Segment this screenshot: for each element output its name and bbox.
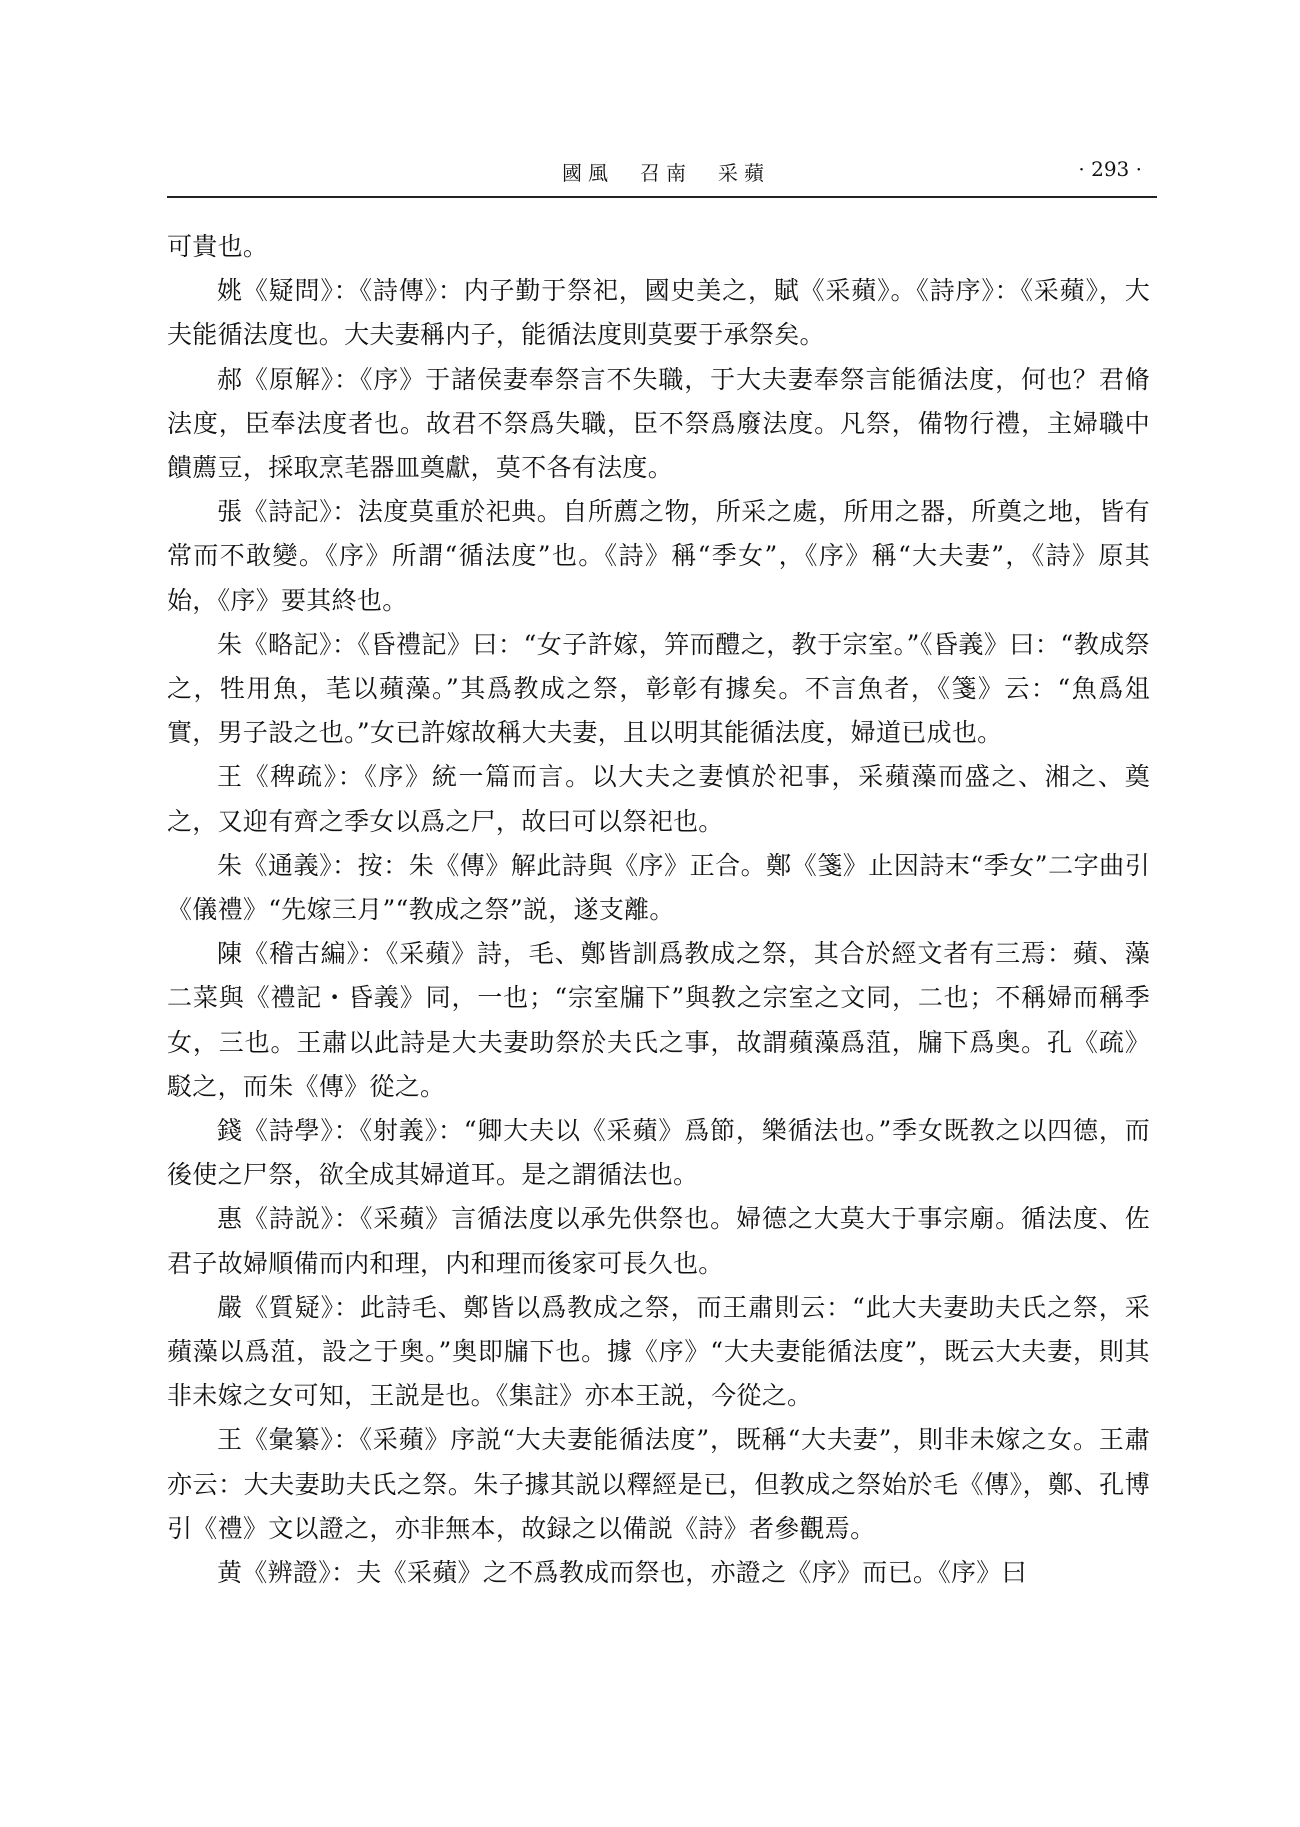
page-number: · 293 · [1078,157,1142,181]
paragraph-hao-yuanjie: 郝《原解》：《序》于諸侯妻奉祭言不失職，于大夫妻奉祭言能循法度，何也？君脩法度，臣奉法度者也。故君不祭爲失職，臣不祭爲廢法度。凡祭，備物行禮，主婦職中饋薦豆，採取烹芼器皿奠獻，莫不各有法度。 [167,364,1150,483]
header-rule [167,196,1157,198]
paragraph-zhu-lueji: 朱《略記》：《昏禮記》曰：“女子許嫁，笄而醴之，教于宗室。”《昏義》曰：“教成祭之，牲用魚，芼以蘋藻。”其爲教成之祭，彰彰有據矣。不言魚者，《箋》云：“魚爲俎實，男子設之也。”女已許嫁故稱大夫妻，且以明其能循法度，婦道已成也。 [167,629,1150,748]
paragraph-yan-zhiyi: 嚴《質疑》：此詩毛、鄭皆以爲教成之祭，而王肅則云：“此大夫妻助夫氏之祭，采蘋藻以爲菹，設之于奥。”奥即牖下也。據《序》“大夫妻能循法度”，既云大夫妻，則其非未嫁之女可知，王説是也。《集註》亦本王説，今從之。 [167,1292,1150,1411]
paragraph-wang-baishu: 王《稗疏》：《序》統一篇而言。以大夫之妻慎於祀事，采蘋藻而盛之、湘之、奠之，又迎有齊之季女以爲之尸，故曰可以祭祀也。 [167,762,1150,836]
paragraph-chen-jigubian: 陳《稽古編》：《采蘋》詩，毛、鄭皆訓爲教成之祭，其合於經文者有三焉：蘋、藻二菜與《禮記・昏義》同，一也；“宗室牖下”與教之宗室之文同，二也；不稱婦而稱季女，三也。王肅以此詩是大夫妻助祭於夫氏之事，故謂蘋藻爲菹，牖下爲奥。孔《疏》駁之，而朱《傳》從之。 [167,939,1150,1101]
running-header [167,155,1150,187]
paragraph-huang-bianzheng: 黄《辨證》：夫《采蘋》之不爲教成而祭也，亦證之《序》而已。《序》曰 [217,1558,1027,1588]
paragraph-hui-shishuo: 惠《詩説》：《采蘋》言循法度以承先供祭也。婦德之大莫大于事宗廟。循法度、佐君子故婦順備而内和理，内和理而後家可長久也。 [167,1204,1150,1278]
body-text [167,225,1150,1595]
paragraph-zhu-tongyi: 朱《通義》：按：朱《傳》解此詩與《序》正合。鄭《箋》止因詩末“季女”二字曲引《儀禮》“先嫁三月”“教成之祭”説，遂支離。 [167,850,1150,925]
running-title: 國風 召南 采蘋 [562,161,770,185]
paragraph-continuation: 可貴也。 [167,232,269,261]
paragraph-wang-huizuan: 王《彙纂》：《采蘋》序説“大夫妻能循法度”，既稱“大夫妻”，則非未嫁之女。王肅亦云：大夫妻助夫氏之祭。朱子據其説以釋經是已，但教成之祭始於毛《傳》，鄭、孔博引《禮》文以證之，亦非無本，故録之以備説《詩》者參觀焉。 [167,1425,1150,1543]
paragraph-zhang-shiji: 張《詩記》：法度莫重於祀典。自所薦之物，所采之處，所用之器，所奠之地，皆有常而不敢變。《序》所謂“循法度”也。《詩》稱“季女”，《序》稱“大夫妻”，《詩》原其始，《序》要其終也。 [167,497,1150,615]
paragraph-yao-yiwen: 姚《疑問》：《詩傳》：内子勤于祭祀，國史美之，賦《采蘋》。《詩序》：《采蘋》，大夫能循法度也。大夫妻稱内子，能循法度則莫要于承祭矣。 [167,276,1150,350]
paragraph-qian-shixue: 錢《詩學》：《射義》：“卿大夫以《采蘋》爲節，樂循法也。”季女既教之以四德，而後使之尸祭，欲全成其婦道耳。是之謂循法也。 [167,1116,1150,1190]
